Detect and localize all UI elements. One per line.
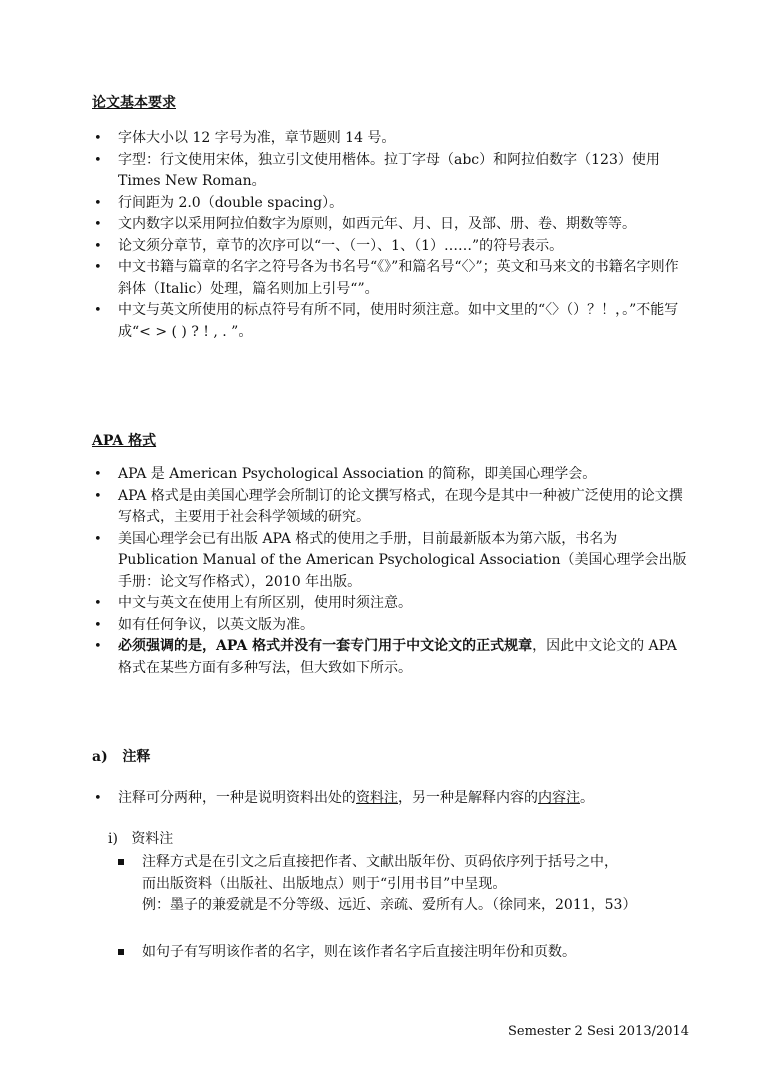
- list-item: • 如有任何争议，以英文版为准。: [94, 616, 314, 633]
- list-item: • APA 格式是由美国心理学会所制订的论文撰写格式，在现今是其中一种被广泛使用的论文撰写格式，主要用于社会科学领域的研究。: [94, 487, 683, 525]
- list-item: • 论文须分章节，章节的次序可以“一、（一）、1、（1）……”的符号表示。: [94, 237, 564, 254]
- list-item: • 中文书籍与篇章的名字之符号各为书名号“《》”和篇名号“〈〉”；英文和马来文的书籍名字则作斜体（Italic）处理，篇名则加上引号“”。: [94, 259, 679, 297]
- list-item: • 文内数字以采用阿拉伯数字为原则，如西元年、月、日，及部、册、卷、期数等等。: [94, 216, 636, 232]
- section-annotations-heading: a) 注释: [92, 749, 151, 765]
- heading-basic-requirements: 论文基本要求: [92, 95, 176, 111]
- apa-format-list: [92, 464, 692, 679]
- emphasis-text: 必须强调的是，APA 格式并没有一套专门用于中文论文的正式规章: [118, 638, 533, 654]
- list-item: • 美国心理学会已有出版 APA 格式的使用之手册，目前最新版本为第六版，书名为 Publication Manual of the American Psychological Association（美国心理学会出版手册：论文写作格式），2010 年出版。: [94, 530, 687, 590]
- page-footer: Semester 2 Sesi 2013/2014: [508, 1024, 690, 1039]
- list-item: 如句子有写明该作者的名字，则在该作者名字后直接注明年份和页数。: [116, 942, 696, 964]
- heading-apa-format: APA 格式: [92, 433, 157, 449]
- source-notes-list-2: [116, 942, 696, 964]
- square-bullet-icon: [118, 949, 124, 955]
- list-item: • 中文与英文在使用上有所区别，使用时须注意。: [94, 595, 412, 611]
- list-item: • 字体大小以 12 字号为准，章节题则 14 号。: [94, 130, 396, 146]
- list-item: • 必须强调的是，APA 格式并没有一套专门用于中文论文的正式规章，因此中文论文的 APA 格式在某些方面有多种写法，但大致如下所示。: [94, 638, 677, 676]
- square-bullet-icon: [118, 859, 124, 865]
- source-notes-list: [116, 852, 696, 917]
- list-item: • APA 是 American Psychological Association 的简称，即美国心理学会。: [94, 466, 597, 482]
- list-item: • 行间距为 2.0（double spacing）。: [94, 194, 344, 211]
- list-item: • 中文与英文所使用的标点符号有所不同，使用时须注意。如中文里的“〈〉（）？！，。”不能写成“< > ( ) ? ! , . ”。: [94, 302, 679, 340]
- list-item: • 注释可分两种，一种是说明资料出处的资料注，另一种是解释内容的内容注。: [94, 790, 594, 806]
- subsection-source-notes: i) 资料注: [108, 831, 174, 847]
- annotations-intro-list: [92, 788, 692, 810]
- basic-requirements-list: [92, 128, 692, 343]
- list-item: 注释方式是在引文之后直接把作者、文献出版年份、页码依序列于括号之中， 而出版资料（出版社、出版地点）则于“引用书目”中呈现。 例：墨子的兼爱就是不分等级、远近、亲疏、爱所有人。（徐同来，2011，53）: [116, 852, 696, 917]
- list-item: • 字型：行文使用宋体，独立引文使用楷体。拉丁字母（abc）和阿拉伯数字（123）使用 Times New Roman。: [94, 151, 660, 189]
